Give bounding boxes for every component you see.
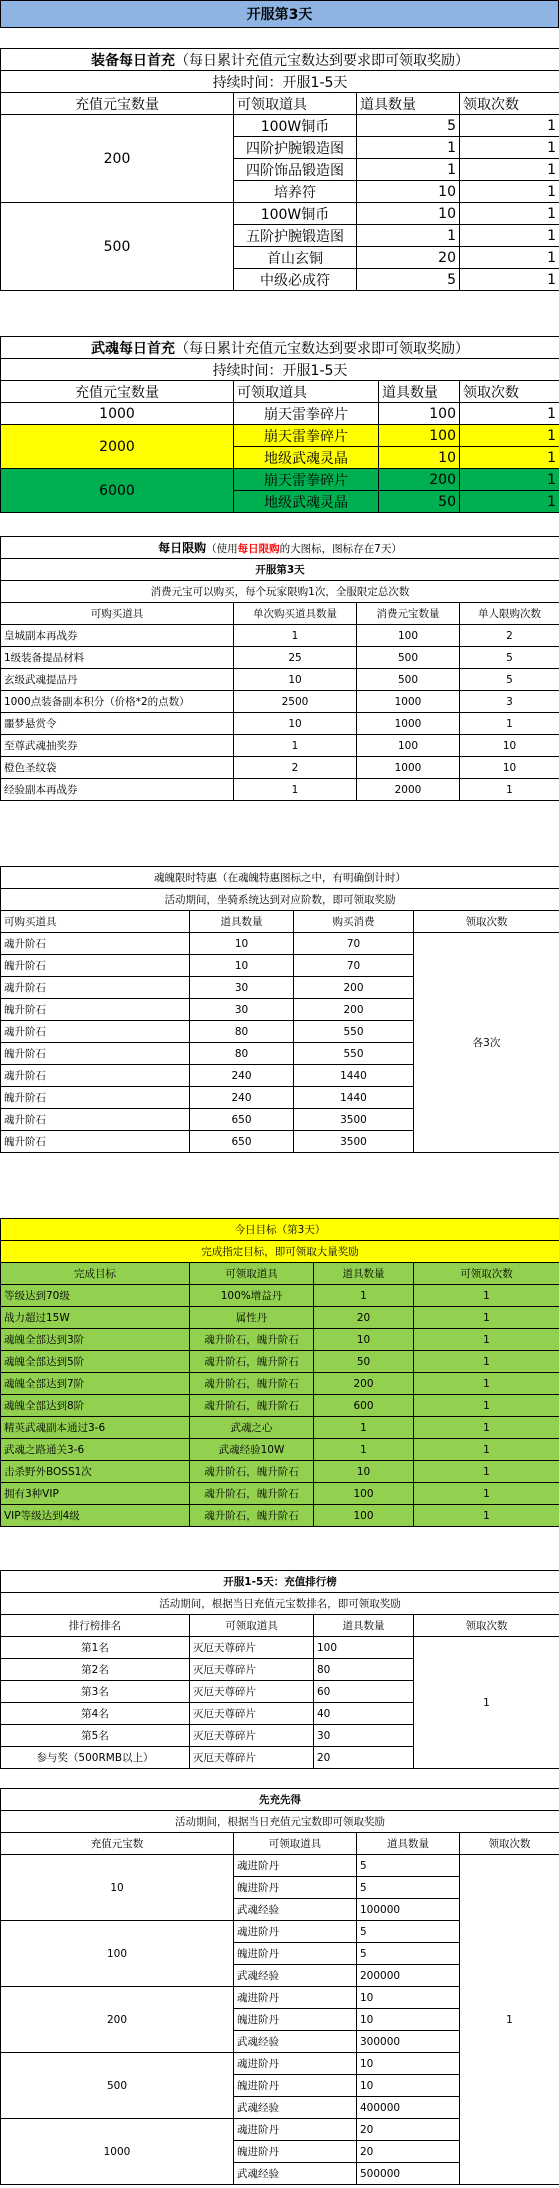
first-charge-title: 先充先得 xyxy=(1,1789,559,1811)
qty-cell: 5 xyxy=(357,1921,460,1943)
amount-cell: 10 xyxy=(1,1855,234,1921)
header-cost: 购买消费 xyxy=(294,911,414,933)
qty-cell: 10 xyxy=(190,933,294,955)
header-amount: 充值元宝数量 xyxy=(1,93,234,115)
times-cell: 1 xyxy=(414,1351,559,1373)
goal-cell: 魂魄全部达到3阶 xyxy=(1,1329,190,1351)
qty-cell: 10 xyxy=(357,181,460,203)
item-cell: 灭厄天尊碎片 xyxy=(190,1681,314,1703)
item-cell: 魂进阶丹 xyxy=(234,1987,357,2009)
amount-cell: 200 xyxy=(1,115,234,203)
qty-cell: 300000 xyxy=(357,2031,460,2053)
table-row xyxy=(1,757,559,779)
item-cell: 武魂之心 xyxy=(190,1417,314,1439)
header-item: 可领取道具 xyxy=(234,1833,357,1855)
goal-cell: 精英武魂副本通过3-6 xyxy=(1,1417,190,1439)
goal-cell: 武魂之路通关3-6 xyxy=(1,1439,190,1461)
item-cell: 至尊武魂抽奖券 xyxy=(1,735,234,757)
header-qty: 道具数量 xyxy=(314,1615,414,1637)
table-row xyxy=(1,1285,559,1307)
header-item: 可领取道具 xyxy=(234,93,357,115)
qty-cell: 10 xyxy=(234,669,357,691)
times-cell: 1 xyxy=(460,181,559,203)
times-cell: 1 xyxy=(414,1329,559,1351)
header-amount: 充值元宝数量 xyxy=(1,381,234,403)
limit-cell: 1 xyxy=(460,779,559,801)
qty-cell: 1 xyxy=(314,1439,414,1461)
table-row xyxy=(1,625,559,647)
item-cell: 崩天雷拳碎片 xyxy=(234,425,379,447)
qty-cell: 1 xyxy=(234,735,357,757)
times-cell: 1 xyxy=(460,425,559,447)
cost-cell: 1440 xyxy=(294,1087,414,1109)
amount-cell: 100 xyxy=(1,1921,234,1987)
times-cell: 1 xyxy=(414,1483,559,1505)
limit-cell: 5 xyxy=(460,647,559,669)
item-cell: 100W铜币 xyxy=(234,115,357,137)
item-cell: 魂升阶石，魄升阶石 xyxy=(190,1329,314,1351)
daily-limit-table xyxy=(0,536,559,801)
times-cell: 1 xyxy=(460,203,559,225)
qty-cell: 10 xyxy=(314,1329,414,1351)
ranking-title: 开服1-5天：充值排行榜 xyxy=(1,1571,559,1593)
limit-cell: 5 xyxy=(460,669,559,691)
header-qty: 道具数量 xyxy=(357,1833,460,1855)
table-row xyxy=(1,1461,559,1483)
times-cell: 1 xyxy=(460,269,559,291)
times-cell: 1 xyxy=(460,403,559,425)
goal-cell: 魂魄全部达到7阶 xyxy=(1,1373,190,1395)
times-cell: 1 xyxy=(460,225,559,247)
item-cell: 魄进阶丹 xyxy=(234,2141,357,2163)
qty-cell: 100 xyxy=(379,425,460,447)
item-cell: 武魂经验 xyxy=(234,1899,357,1921)
rank-cell: 第4名 xyxy=(1,1703,190,1725)
qty-cell: 20 xyxy=(357,2141,460,2163)
amount-cell: 1000 xyxy=(1,2119,234,2185)
header-times: 可领取次数 xyxy=(414,1263,559,1285)
rank-cell: 第5名 xyxy=(1,1725,190,1747)
qty-cell: 500000 xyxy=(357,2163,460,2185)
qty-cell: 80 xyxy=(190,1043,294,1065)
qty-cell: 30 xyxy=(314,1725,414,1747)
qty-cell: 240 xyxy=(190,1065,294,1087)
rank-cell: 第1名 xyxy=(1,1637,190,1659)
table-row xyxy=(1,1417,559,1439)
header-item: 可领取道具 xyxy=(234,381,379,403)
qty-cell: 1 xyxy=(234,779,357,801)
item-cell: 武魂经验10W xyxy=(190,1439,314,1461)
qty-cell: 100 xyxy=(314,1505,414,1527)
qty-cell: 50 xyxy=(379,491,460,513)
times-cell: 1 xyxy=(414,1307,559,1329)
cost-cell: 550 xyxy=(294,1043,414,1065)
header-times: 领取次数 xyxy=(460,1833,559,1855)
item-cell: 100%增益丹 xyxy=(190,1285,314,1307)
cost-cell: 3500 xyxy=(294,1109,414,1131)
header-item: 可购买道具 xyxy=(1,603,234,625)
cost-cell: 1000 xyxy=(357,757,460,779)
item-cell: 魄进阶丹 xyxy=(234,1877,357,1899)
item-cell: 地级武魂灵晶 xyxy=(234,491,379,513)
goal-cell: 魂魄全部达到8阶 xyxy=(1,1395,190,1417)
item-cell: 地级武魂灵晶 xyxy=(234,447,379,469)
item-cell: 灭厄天尊碎片 xyxy=(190,1747,314,1769)
qty-cell: 100000 xyxy=(357,1899,460,1921)
qty-cell: 200 xyxy=(314,1373,414,1395)
cost-cell: 70 xyxy=(294,955,414,977)
item-cell: 魂升阶石 xyxy=(1,1021,190,1043)
goal-cell: 魂魄全部达到5阶 xyxy=(1,1351,190,1373)
qty-cell: 60 xyxy=(314,1681,414,1703)
qty-cell: 10 xyxy=(314,1461,414,1483)
cost-cell: 200 xyxy=(294,999,414,1021)
item-cell: 魂进阶丹 xyxy=(234,1855,357,1877)
table-row xyxy=(1,1395,559,1417)
qty-cell: 25 xyxy=(234,647,357,669)
item-cell: 100W铜币 xyxy=(234,203,357,225)
daily-limit-note: 消费元宝可以购买，每个玩家限购1次，全服限定总次数 xyxy=(1,581,559,603)
soul-sale-title: 魂魄限时特惠（在魂魄特惠图标之中，有明确倒计时） xyxy=(1,867,559,889)
qty-cell: 80 xyxy=(314,1659,414,1681)
item-cell: 武魂经验 xyxy=(234,2163,357,2185)
goal-cell: 击杀野外BOSS1次 xyxy=(1,1461,190,1483)
table-row xyxy=(1,1373,559,1395)
header-times: 领取次数 xyxy=(414,911,559,933)
item-cell: 魄进阶丹 xyxy=(234,2009,357,2031)
table-row xyxy=(1,691,559,713)
rank-cell: 参与奖（500RMB以上） xyxy=(1,1747,190,1769)
qty-cell: 5 xyxy=(357,1855,460,1877)
limit-cell: 1 xyxy=(460,713,559,735)
qty-cell: 100 xyxy=(379,403,460,425)
table-row xyxy=(1,1483,559,1505)
equipment-recharge-title: 装备每日首充（每日累计充值元宝数达到要求即可领取奖励） xyxy=(1,49,559,71)
goal-cell: VIP等级达到4级 xyxy=(1,1505,190,1527)
cost-cell: 3500 xyxy=(294,1131,414,1153)
header-qty: 道具数量 xyxy=(379,381,460,403)
amount-cell: 1000 xyxy=(1,403,234,425)
times-cell: 1 xyxy=(460,115,559,137)
qty-cell: 1 xyxy=(357,225,460,247)
times-cell: 1 xyxy=(460,247,559,269)
header-times: 领取次数 xyxy=(414,1615,559,1637)
table-row xyxy=(1,779,559,801)
times-cell: 1 xyxy=(414,1439,559,1461)
qty-cell: 30 xyxy=(190,999,294,1021)
item-cell: 魂升阶石，魄升阶石 xyxy=(190,1373,314,1395)
limit-cell: 3 xyxy=(460,691,559,713)
times-cell: 1 xyxy=(460,447,559,469)
item-cell: 中级必成符 xyxy=(234,269,357,291)
daily-limit-subtitle: 开服第3天 xyxy=(1,559,559,581)
item-cell: 武魂经验 xyxy=(234,1965,357,1987)
qty-cell: 10 xyxy=(357,1987,460,2009)
header-amount: 充值元宝数 xyxy=(1,1833,234,1855)
table-row xyxy=(1,735,559,757)
item-cell: 四阶护腕锻造图 xyxy=(234,137,357,159)
qty-cell: 20 xyxy=(314,1747,414,1769)
item-cell: 魄升阶石 xyxy=(1,999,190,1021)
limit-cell: 10 xyxy=(460,757,559,779)
cost-cell: 70 xyxy=(294,933,414,955)
item-cell: 魂升阶石 xyxy=(1,1065,190,1087)
qty-cell: 20 xyxy=(357,2119,460,2141)
item-cell: 魂升阶石，魄升阶石 xyxy=(190,1505,314,1527)
header-times: 领取次数 xyxy=(460,381,559,403)
item-cell: 1级装备提品材料 xyxy=(1,647,234,669)
daily-goal-note: 完成指定目标，即可领取大量奖励 xyxy=(1,1241,559,1263)
limit-cell: 2 xyxy=(460,625,559,647)
table-row xyxy=(1,1439,559,1461)
equipment-recharge-table xyxy=(0,48,559,291)
cost-cell: 100 xyxy=(357,735,460,757)
qty-cell: 10 xyxy=(357,203,460,225)
table-row xyxy=(1,713,559,735)
header-item: 可领取道具 xyxy=(190,1263,314,1285)
qty-cell: 100 xyxy=(314,1637,414,1659)
qty-cell: 5 xyxy=(357,269,460,291)
item-cell: 魄进阶丹 xyxy=(234,2075,357,2097)
first-charge-table xyxy=(0,1788,559,2185)
soul-recharge-duration: 持续时间：开服1-5天 xyxy=(1,359,559,381)
table-row xyxy=(1,1505,559,1527)
item-cell: 魄升阶石 xyxy=(1,955,190,977)
times-cell: 1 xyxy=(460,1855,559,2185)
amount-cell: 2000 xyxy=(1,425,234,469)
qty-cell: 10 xyxy=(357,2009,460,2031)
times-cell: 1 xyxy=(414,1285,559,1307)
item-cell: 崩天雷拳碎片 xyxy=(234,403,379,425)
header-rank: 排行榜排名 xyxy=(1,1615,190,1637)
cost-cell: 2000 xyxy=(357,779,460,801)
item-cell: 魄进阶丹 xyxy=(234,1943,357,1965)
table-row xyxy=(1,1329,559,1351)
item-cell: 皇城副本再战券 xyxy=(1,625,234,647)
daily-limit-title: 每日限购（使用每日限购的大图标，图标存在7天） xyxy=(1,537,559,559)
goal-cell: 等级达到70级 xyxy=(1,1285,190,1307)
qty-cell: 650 xyxy=(190,1131,294,1153)
item-cell: 灭厄天尊碎片 xyxy=(190,1703,314,1725)
soul-sale-note: 活动期间，坐骑系统达到对应阶数，即可领取奖励 xyxy=(1,889,559,911)
times-cell: 1 xyxy=(460,491,559,513)
first-charge-note: 活动期间，根据当日充值元宝数即可领取奖励 xyxy=(1,1811,559,1833)
cost-cell: 100 xyxy=(357,625,460,647)
item-cell: 噩梦悬赏令 xyxy=(1,713,234,735)
times-cell: 1 xyxy=(460,469,559,491)
header-qty: 道具数量 xyxy=(357,93,460,115)
item-cell: 培养符 xyxy=(234,181,357,203)
times-cell: 1 xyxy=(414,1637,559,1769)
item-cell: 魂进阶丹 xyxy=(234,2053,357,2075)
qty-cell: 10 xyxy=(234,713,357,735)
times-cell: 1 xyxy=(414,1373,559,1395)
item-cell: 1000点装备副本积分（价格*2的点数） xyxy=(1,691,234,713)
item-cell: 魄升阶石 xyxy=(1,1087,190,1109)
qty-cell: 10 xyxy=(190,955,294,977)
table-row xyxy=(1,669,559,691)
qty-cell: 50 xyxy=(314,1351,414,1373)
qty-cell: 2 xyxy=(234,757,357,779)
item-cell: 魂升阶石，魄升阶石 xyxy=(190,1461,314,1483)
qty-cell: 1 xyxy=(357,159,460,181)
qty-cell: 5 xyxy=(357,1943,460,1965)
item-cell: 玄级武魂提品丹 xyxy=(1,669,234,691)
cost-cell: 1440 xyxy=(294,1065,414,1087)
qty-cell: 1 xyxy=(314,1285,414,1307)
header-times: 领取次数 xyxy=(460,93,559,115)
times-cell: 1 xyxy=(414,1395,559,1417)
table-row xyxy=(1,1351,559,1373)
cost-cell: 1000 xyxy=(357,713,460,735)
soul-sale-table xyxy=(0,866,559,1153)
soul-recharge-table xyxy=(0,336,559,513)
item-cell: 经验副本再战券 xyxy=(1,779,234,801)
qty-cell: 2500 xyxy=(234,691,357,713)
cost-cell: 1000 xyxy=(357,691,460,713)
ranking-table xyxy=(0,1570,559,1769)
qty-cell: 1 xyxy=(357,137,460,159)
qty-cell: 5 xyxy=(357,115,460,137)
item-cell: 魂升阶石，魄升阶石 xyxy=(190,1483,314,1505)
qty-cell: 240 xyxy=(190,1087,294,1109)
header-qty: 单次购买道具数量 xyxy=(234,603,357,625)
item-cell: 五阶护腕锻造图 xyxy=(234,225,357,247)
times-cell: 1 xyxy=(414,1461,559,1483)
item-cell: 灭厄天尊碎片 xyxy=(190,1659,314,1681)
amount-cell: 200 xyxy=(1,1987,234,2053)
qty-cell: 10 xyxy=(357,2053,460,2075)
times-cell: 1 xyxy=(414,1505,559,1527)
page-title: 开服第3天 xyxy=(0,0,559,28)
table-row xyxy=(1,933,559,955)
soul-recharge-title: 武魂每日首充（每日累计充值元宝数达到要求即可领取奖励） xyxy=(1,337,559,359)
cost-cell: 500 xyxy=(357,647,460,669)
item-cell: 属性丹 xyxy=(190,1307,314,1329)
item-cell: 首山玄铜 xyxy=(234,247,357,269)
rank-cell: 第2名 xyxy=(1,1659,190,1681)
header-item: 可领取道具 xyxy=(190,1615,314,1637)
item-cell: 魂升阶石，魄升阶石 xyxy=(190,1351,314,1373)
item-cell: 崩天雷拳碎片 xyxy=(234,469,379,491)
ranking-note: 活动期间，根据当日充值元宝数排名，即可领取奖励 xyxy=(1,1593,559,1615)
table-row xyxy=(1,1637,559,1659)
header-qty: 道具数量 xyxy=(190,911,294,933)
qty-cell: 200 xyxy=(379,469,460,491)
daily-goal-table xyxy=(0,1218,559,1527)
times-cell: 各3次 xyxy=(414,933,559,1153)
table-row xyxy=(1,1855,559,1877)
qty-cell: 10 xyxy=(379,447,460,469)
daily-goal-title: 今日目标（第3天） xyxy=(1,1219,559,1241)
header-item: 可购买道具 xyxy=(1,911,190,933)
qty-cell: 400000 xyxy=(357,2097,460,2119)
table-row xyxy=(1,1307,559,1329)
header-goal: 完成目标 xyxy=(1,1263,190,1285)
item-cell: 武魂经验 xyxy=(234,2097,357,2119)
qty-cell: 1 xyxy=(234,625,357,647)
rank-cell: 第3名 xyxy=(1,1681,190,1703)
item-cell: 魄升阶石 xyxy=(1,1131,190,1153)
item-cell: 灭厄天尊碎片 xyxy=(190,1637,314,1659)
item-cell: 魂升阶石，魄升阶石 xyxy=(190,1395,314,1417)
goal-cell: 战力超过15W xyxy=(1,1307,190,1329)
amount-cell: 6000 xyxy=(1,469,234,513)
cost-cell: 200 xyxy=(294,977,414,999)
cost-cell: 550 xyxy=(294,1021,414,1043)
item-cell: 四阶饰品锻造图 xyxy=(234,159,357,181)
amount-cell: 500 xyxy=(1,203,234,291)
qty-cell: 30 xyxy=(190,977,294,999)
times-cell: 1 xyxy=(460,159,559,181)
item-cell: 魄升阶石 xyxy=(1,1043,190,1065)
times-cell: 1 xyxy=(414,1417,559,1439)
item-cell: 武魂经验 xyxy=(234,2031,357,2053)
goal-cell: 拥有3种VIP xyxy=(1,1483,190,1505)
cost-cell: 500 xyxy=(357,669,460,691)
header-limit: 单人限购次数 xyxy=(460,603,559,625)
qty-cell: 10 xyxy=(357,2075,460,2097)
qty-cell: 650 xyxy=(190,1109,294,1131)
item-cell: 魂升阶石 xyxy=(1,1109,190,1131)
item-cell: 灭厄天尊碎片 xyxy=(190,1725,314,1747)
header-qty: 道具数量 xyxy=(314,1263,414,1285)
item-cell: 魂升阶石 xyxy=(1,933,190,955)
qty-cell: 200000 xyxy=(357,1965,460,1987)
times-cell: 1 xyxy=(460,137,559,159)
qty-cell: 20 xyxy=(357,247,460,269)
equipment-recharge-duration: 持续时间：开服1-5天 xyxy=(1,71,559,93)
item-cell: 魂升阶石 xyxy=(1,977,190,999)
item-cell: 魂进阶丹 xyxy=(234,1921,357,1943)
limit-cell: 10 xyxy=(460,735,559,757)
qty-cell: 20 xyxy=(314,1307,414,1329)
qty-cell: 40 xyxy=(314,1703,414,1725)
item-cell: 魂进阶丹 xyxy=(234,2119,357,2141)
qty-cell: 1 xyxy=(314,1417,414,1439)
header-cost: 消费元宝数量 xyxy=(357,603,460,625)
qty-cell: 600 xyxy=(314,1395,414,1417)
qty-cell: 5 xyxy=(357,1877,460,1899)
item-cell: 橙色圣纹袋 xyxy=(1,757,234,779)
qty-cell: 80 xyxy=(190,1021,294,1043)
qty-cell: 100 xyxy=(314,1483,414,1505)
table-row xyxy=(1,647,559,669)
amount-cell: 500 xyxy=(1,2053,234,2119)
